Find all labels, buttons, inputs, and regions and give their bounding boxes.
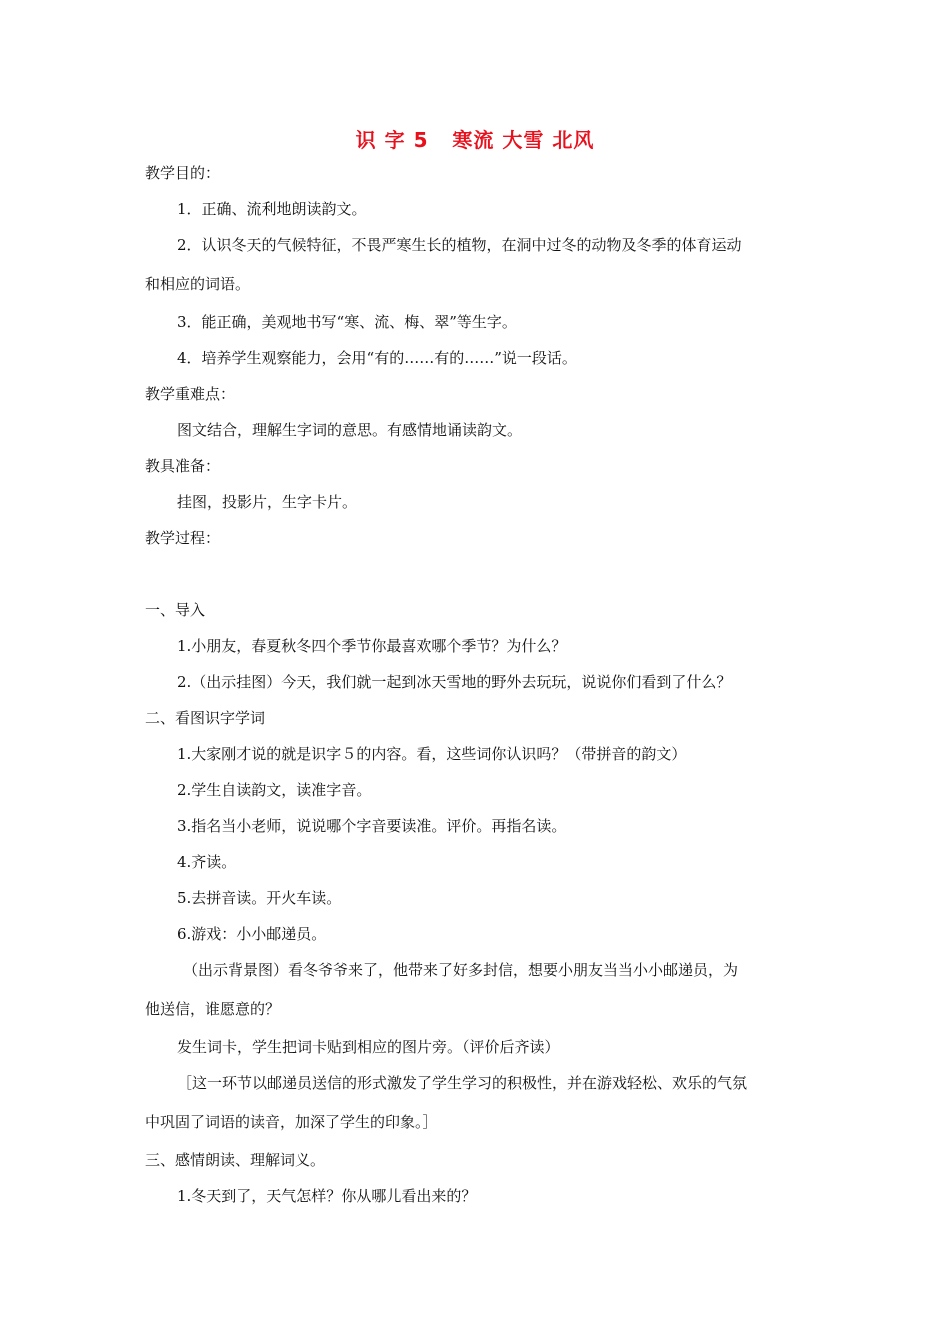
section-2-item-3: 3.指名当小老师，说说哪个字音要读准。评价。再指名读。 <box>177 817 567 835</box>
goal-item-2-continued: 和相应的词语。 <box>145 275 251 293</box>
game-description-continued: 他送信，谁愿意的？ <box>145 1000 281 1018</box>
goal-item-4: 4．培养学生观察能力，会用“有的……有的……”说一段话。 <box>177 349 577 367</box>
goal-item-3: 3．能正确，美观地书写“寒、流、梅、翠”等生字。 <box>177 313 517 331</box>
word-card-activity: 发生词卡，学生把词卡贴到相应的图片旁。（评价后齐读） <box>177 1038 560 1056</box>
section-1-heading: 一、导入 <box>145 601 206 619</box>
key-points-text: 图文结合，理解生字词的意思。有感情地诵读韵文。 <box>177 421 523 439</box>
section-2-item-1: 1.大家刚才说的就是识字５的内容。看，这些词你认识吗？（带拼音的韵文） <box>177 745 687 763</box>
section-2-heading: 二、看图识字学词 <box>145 709 266 727</box>
section-2-item-5: 5.去拼音读。开火车读。 <box>177 889 342 907</box>
activity-commentary-continued: 中巩固了词语的读音，加深了学生的印象。］ <box>145 1113 438 1131</box>
game-description: （出示背景图）看冬爷爷来了，他带来了好多封信，想要小朋友当当小小邮递员，为 <box>183 961 739 979</box>
activity-commentary: ［这一环节以邮递员送信的形式激发了学生学习的积极性，并在游戏轻松、欢乐的气氛 <box>177 1074 748 1092</box>
section-2-item-6: 6.游戏：小小邮递员。 <box>177 925 327 943</box>
goal-item-1: 1．正确、流利地朗读韵文。 <box>177 200 367 218</box>
section-2-item-2: 2.学生自读韵文，读准字音。 <box>177 781 372 799</box>
materials-text: 挂图，投影片，生字卡片。 <box>177 493 358 511</box>
section-3-item-1: 1.冬天到了，天气怎样？你从哪儿看出来的？ <box>177 1187 477 1205</box>
section-3-heading: 三、感情朗读、理解词义。 <box>145 1151 326 1169</box>
section-1-item-2: 2.（出示挂图）今天，我们就一起到冰天雪地的野外去玩玩，说说你们看到了什么？ <box>177 673 732 691</box>
section-2-item-4: 4.齐读。 <box>177 853 237 871</box>
document-title: 识 字 5 寒流 大雪 北风 <box>355 128 595 152</box>
heading-materials: 教具准备： <box>145 457 221 475</box>
section-1-item-1: 1.小朋友，春夏秋冬四个季节你最喜欢哪个季节？为什么？ <box>177 637 567 655</box>
goal-item-2: 2．认识冬天的气候特征，不畏严寒生长的植物，在洞中过冬的动物及冬季的体育运动 <box>177 236 742 254</box>
heading-key-points: 教学重难点： <box>145 385 236 403</box>
heading-teaching-goals: 教学目的： <box>145 164 221 182</box>
heading-process: 教学过程： <box>145 529 221 547</box>
